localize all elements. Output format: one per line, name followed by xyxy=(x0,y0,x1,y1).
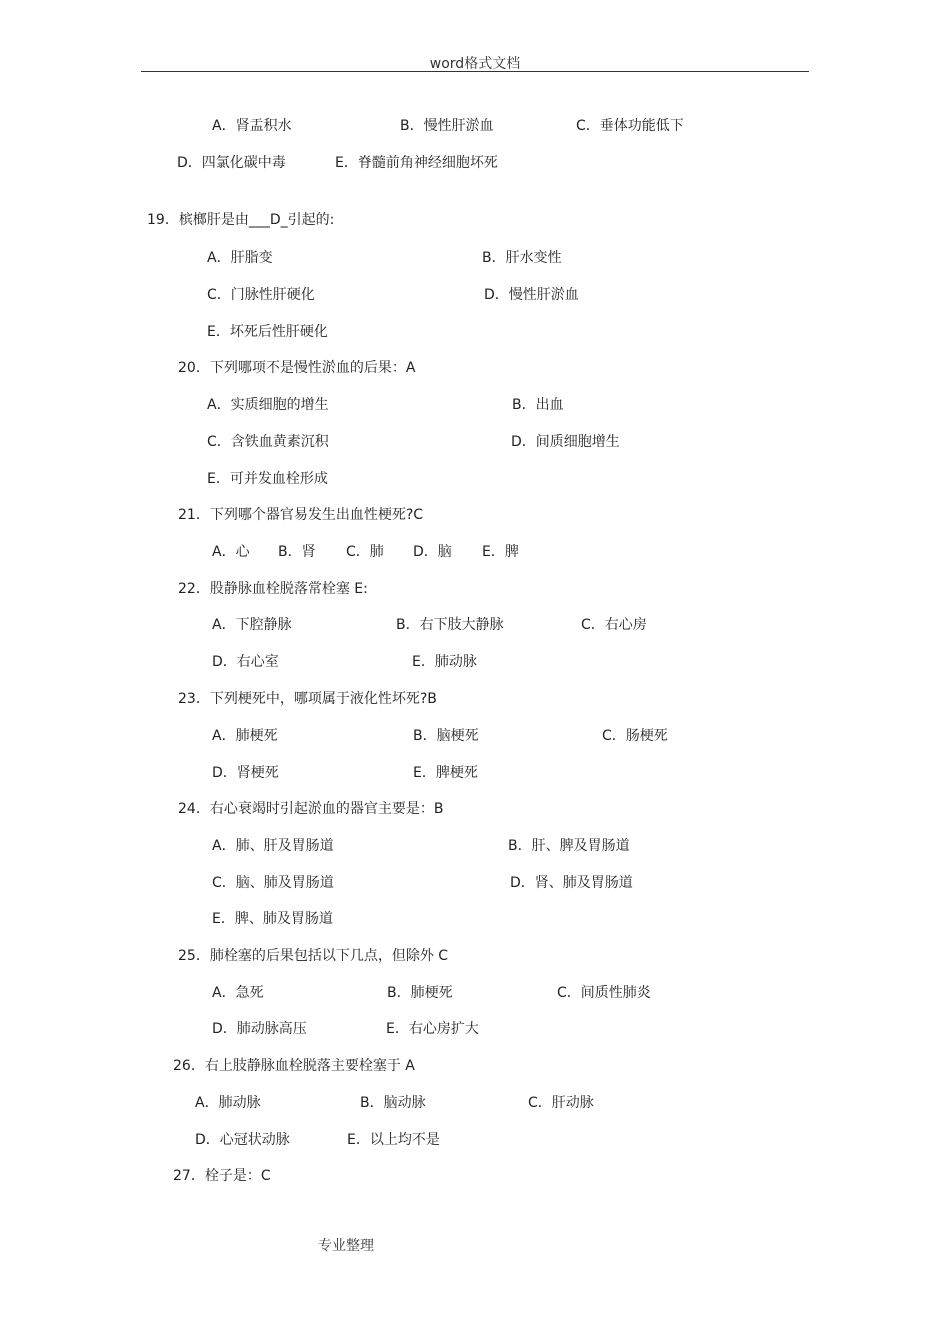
q24-option-b: B．肝、脾及胃肠道 xyxy=(508,838,630,854)
q21-option-b: B．肾 xyxy=(278,544,316,560)
q22-stem: 22．股静脉血栓脱落常栓塞 E: xyxy=(178,581,368,597)
q25-option-e: E．右心房扩大 xyxy=(386,1021,479,1037)
q24-option-c: C．脑、肺及胃肠道 xyxy=(212,875,334,891)
q23-stem: 23．下列梗死中，哪项属于液化性坏死?B xyxy=(178,691,437,707)
q20-stem: 20．下列哪项不是慢性淤血的后果：A xyxy=(178,360,416,376)
q19-stem: 19．槟榔肝是由___D_引起的: xyxy=(147,212,335,228)
q21-option-d: D．脑 xyxy=(413,544,452,560)
q18-option-e: E．脊髓前角神经细胞坏死 xyxy=(335,155,498,171)
q23-option-a: A．肺梗死 xyxy=(212,728,278,744)
q20-option-d: D．间质细胞增生 xyxy=(511,434,620,450)
q26-option-a: A．肺动脉 xyxy=(195,1095,261,1111)
q19-option-a: A．肝脂变 xyxy=(207,250,273,266)
q19-option-e: E．坏死后性肝硬化 xyxy=(207,324,328,340)
q25-option-a: A．急死 xyxy=(212,985,264,1001)
q25-option-b: B．肺梗死 xyxy=(387,985,453,1001)
page-header-title: word格式文档 xyxy=(429,56,521,72)
q26-option-d: D．心冠状动脉 xyxy=(195,1132,290,1148)
q23-option-d: D．肾梗死 xyxy=(212,765,279,781)
q26-stem: 26．右上肢静脉血栓脱落主要栓塞于 A xyxy=(173,1058,415,1074)
page-footer: 专业整理 xyxy=(318,1238,374,1254)
q21-option-a: A．心 xyxy=(212,544,250,560)
q23-option-b: B．脑梗死 xyxy=(413,728,479,744)
q24-option-a: A．肺、肝及胃肠道 xyxy=(212,838,334,854)
q20-option-c: C．含铁血黄素沉积 xyxy=(207,434,329,450)
q21-option-e: E．脾 xyxy=(482,544,519,560)
q24-option-d: D．肾、肺及胃肠道 xyxy=(510,875,633,891)
q25-option-c: C．间质性肺炎 xyxy=(557,985,651,1001)
q19-option-c: C．门脉性肝硬化 xyxy=(207,287,315,303)
q25-option-d: D．肺动脉高压 xyxy=(212,1021,307,1037)
q22-option-b: B．右下肢大静脉 xyxy=(396,617,504,633)
q19-option-b: B．肝水变性 xyxy=(482,250,562,266)
q18-option-d: D．四氯化碳中毒 xyxy=(177,155,286,171)
q22-option-d: D．右心室 xyxy=(212,654,279,670)
q24-stem: 24．右心衰竭时引起淤血的器官主要是：B xyxy=(178,801,444,817)
q20-option-b: B．出血 xyxy=(512,397,564,413)
header-divider xyxy=(141,71,809,72)
q21-option-c: C．肺 xyxy=(346,544,384,560)
q26-option-b: B．脑动脉 xyxy=(360,1095,426,1111)
q23-option-c: C．肠梗死 xyxy=(602,728,668,744)
q18-option-b: B．慢性肝淤血 xyxy=(400,118,494,134)
q18-option-c: C．垂体功能低下 xyxy=(576,118,684,134)
q26-option-c: C．肝动脉 xyxy=(528,1095,594,1111)
q27-stem: 27．栓子是：C xyxy=(173,1168,271,1184)
q26-option-e: E．以上均不是 xyxy=(347,1132,440,1148)
q20-option-e: E．可并发血栓形成 xyxy=(207,471,328,487)
q22-option-e: E．肺动脉 xyxy=(412,654,477,670)
q23-option-e: E．脾梗死 xyxy=(413,765,478,781)
q19-option-d: D．慢性肝淤血 xyxy=(484,287,579,303)
q20-option-a: A．实质细胞的增生 xyxy=(207,397,329,413)
q21-stem: 21．下列哪个器官易发生出血性梗死?C xyxy=(178,507,424,523)
q24-option-e: E．脾、肺及胃肠道 xyxy=(212,911,333,927)
q22-option-a: A．下腔静脉 xyxy=(212,617,292,633)
q22-option-c: C．右心房 xyxy=(581,617,647,633)
q25-stem: 25．肺栓塞的后果包括以下几点，但除外 C xyxy=(178,948,449,964)
q18-option-a: A．肾盂积水 xyxy=(212,118,292,134)
